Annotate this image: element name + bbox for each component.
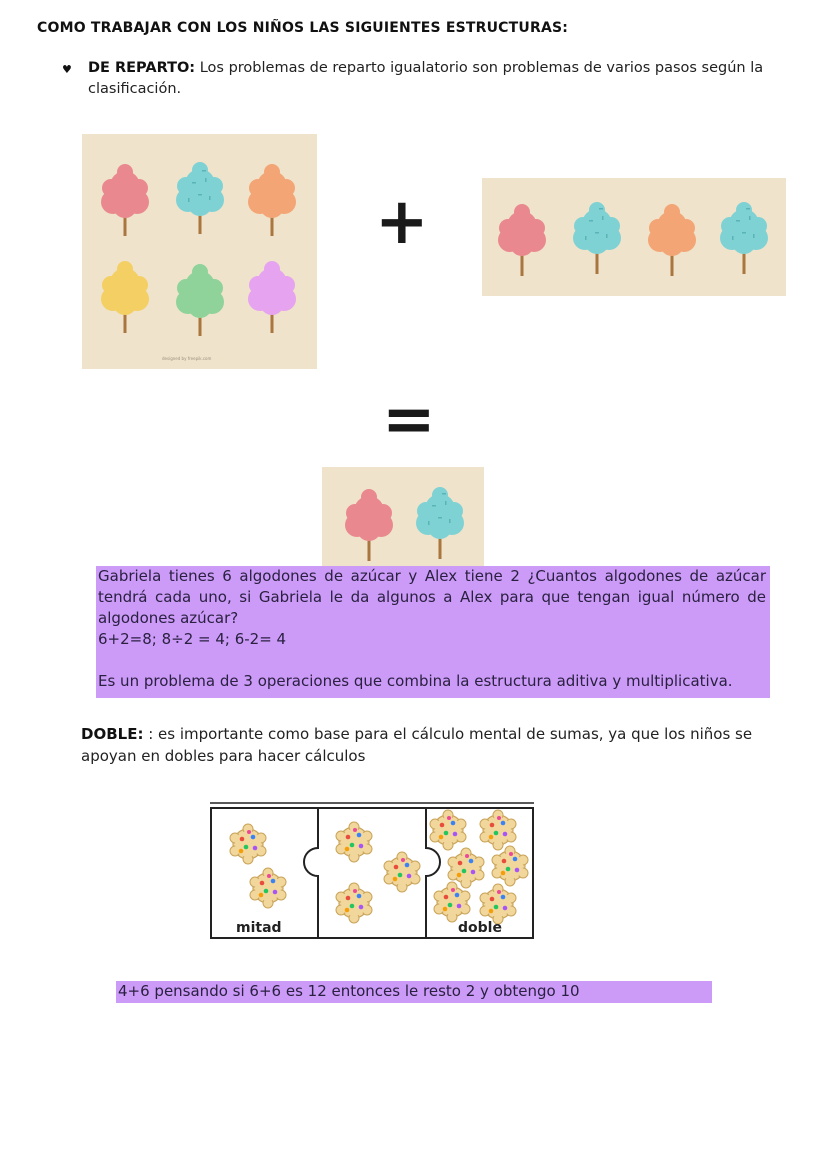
problem-operations: 6+2=8; 8÷2 = 4; 6-2= 4 xyxy=(98,630,287,648)
bullet-label: DE REPARTO: xyxy=(88,60,196,76)
mitad-label: mitad xyxy=(236,920,282,936)
cotton-candy-six-image xyxy=(82,134,317,369)
doble-paragraph xyxy=(81,723,781,767)
cotton-candy-two-image xyxy=(322,467,484,567)
example-text: 4+6 pensando si 6+6 es 12 entonces le resto 2 y obtengo 10 xyxy=(118,982,580,1000)
doble-figure-label: doble xyxy=(458,920,502,936)
equals-sign: = xyxy=(382,383,436,457)
problem-conclusion: Es un problema de 3 operaciones que combina la estructura aditiva y multiplicativa. xyxy=(98,672,733,690)
mitad-doble-cookie-image xyxy=(208,800,536,942)
cotton-candy-four-image xyxy=(482,178,786,296)
page-title: COMO TRABAJAR CON LOS NIÑOS LAS SIGUIENTES ESTRUCTURAS: xyxy=(37,20,569,36)
doble-label: DOBLE: xyxy=(81,725,144,743)
watermark-text: designed by freepik.com xyxy=(162,356,212,361)
example-box xyxy=(116,981,712,1003)
doble-text: : es importante como base para el cálculo mental de sumas, ya que los niños se apoyan en dobles para hacer cálculos xyxy=(81,725,753,765)
problem-box xyxy=(96,566,770,698)
problem-statement: Gabriela tienes 6 algodones de azúcar y Alex tiene 2 ¿Cuantos algodones de azúcar tendrá cada uno, si Gabriela le da algunos a Alex para que tengan igual número de algodones azúcar? xyxy=(98,567,766,627)
bullet-text: Los problemas de reparto igualatorio son problemas de varios pasos según la clasificación. xyxy=(88,60,764,97)
heart-bullet-icon: ♥ xyxy=(62,63,72,76)
bullet-de-reparto xyxy=(62,58,797,100)
plus-sign: + xyxy=(375,185,429,259)
